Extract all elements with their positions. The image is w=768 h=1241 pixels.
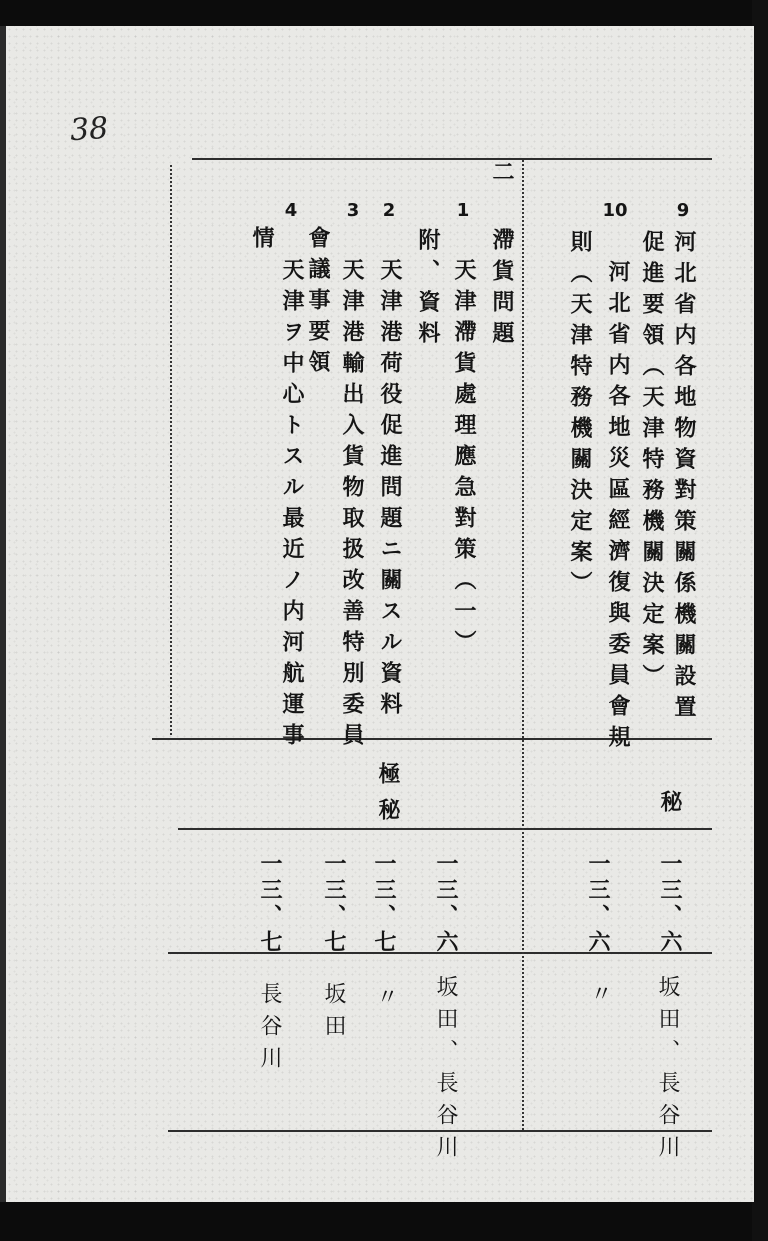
sub-item-number-1: 1	[456, 200, 470, 221]
sub-item-number-3: 3	[346, 200, 360, 221]
item-title-10-line2: 則（天津特務機關決定案）	[567, 230, 592, 602]
sub-item-title-2: 天津港荷役促進問題ニ關スル資料	[377, 258, 402, 723]
sub-item-person-2: 〃	[373, 985, 398, 1017]
sub-item-person-3: 坂田	[321, 982, 346, 1046]
item-person-9: 坂田、長谷川	[655, 975, 680, 1167]
sub-item-title-3-line2: 會議事要領	[305, 226, 330, 381]
item-number-9: 9	[676, 200, 690, 221]
item-date-9: 一三、六	[657, 852, 682, 956]
left-divider	[170, 165, 172, 735]
item-classification-9: 秘	[657, 790, 682, 826]
item-person-10: 〃	[587, 982, 612, 1014]
sub-item-number-4: 4	[284, 200, 298, 221]
section-title: 滯貨問題	[489, 228, 514, 352]
item-title-9-line2: 促進要領（天津特務機關決定案）	[639, 230, 664, 695]
sub-item-classification-2: 極秘	[375, 762, 400, 834]
section-divider	[522, 160, 524, 1130]
sub-item-person-1: 坂田、長谷川	[433, 975, 458, 1167]
sub-item-date-3: 一三、七	[321, 852, 346, 956]
section-label: 二	[489, 160, 514, 191]
sub-item-person-4: 長谷川	[257, 982, 282, 1078]
item-title-10-line1: 河北省内各地災區經濟復與委員會規	[605, 260, 630, 756]
table-top-rule	[192, 158, 712, 160]
sub-item-title-4-line1: 天津ヲ中心トスル最近ノ内河航運事	[279, 258, 304, 754]
sub-item-title-1-line2: 附、資料	[415, 228, 440, 352]
sub-item-date-4: 一三、七	[257, 852, 282, 956]
sub-item-date-1: 一三、六	[433, 852, 458, 956]
sub-item-title-1-line1: 天津滯貨處理應急對策（一）	[451, 258, 476, 661]
page-number: 38	[68, 110, 110, 149]
item-date-10: 一三、六	[585, 852, 610, 956]
sub-item-date-2: 一三、七	[371, 852, 396, 956]
page-right-shadow	[752, 0, 768, 1241]
sub-item-title-3-line1: 天津港輸出入貨物取扱改善特別委員	[339, 258, 364, 754]
item-title-9-line1: 河北省内各地物資對策關係機關設置	[671, 230, 696, 726]
item-number-10: 10	[602, 200, 628, 221]
classification-rule	[178, 828, 712, 830]
sub-item-title-4-line2: 情	[249, 226, 274, 257]
sub-item-number-2: 2	[382, 200, 396, 221]
